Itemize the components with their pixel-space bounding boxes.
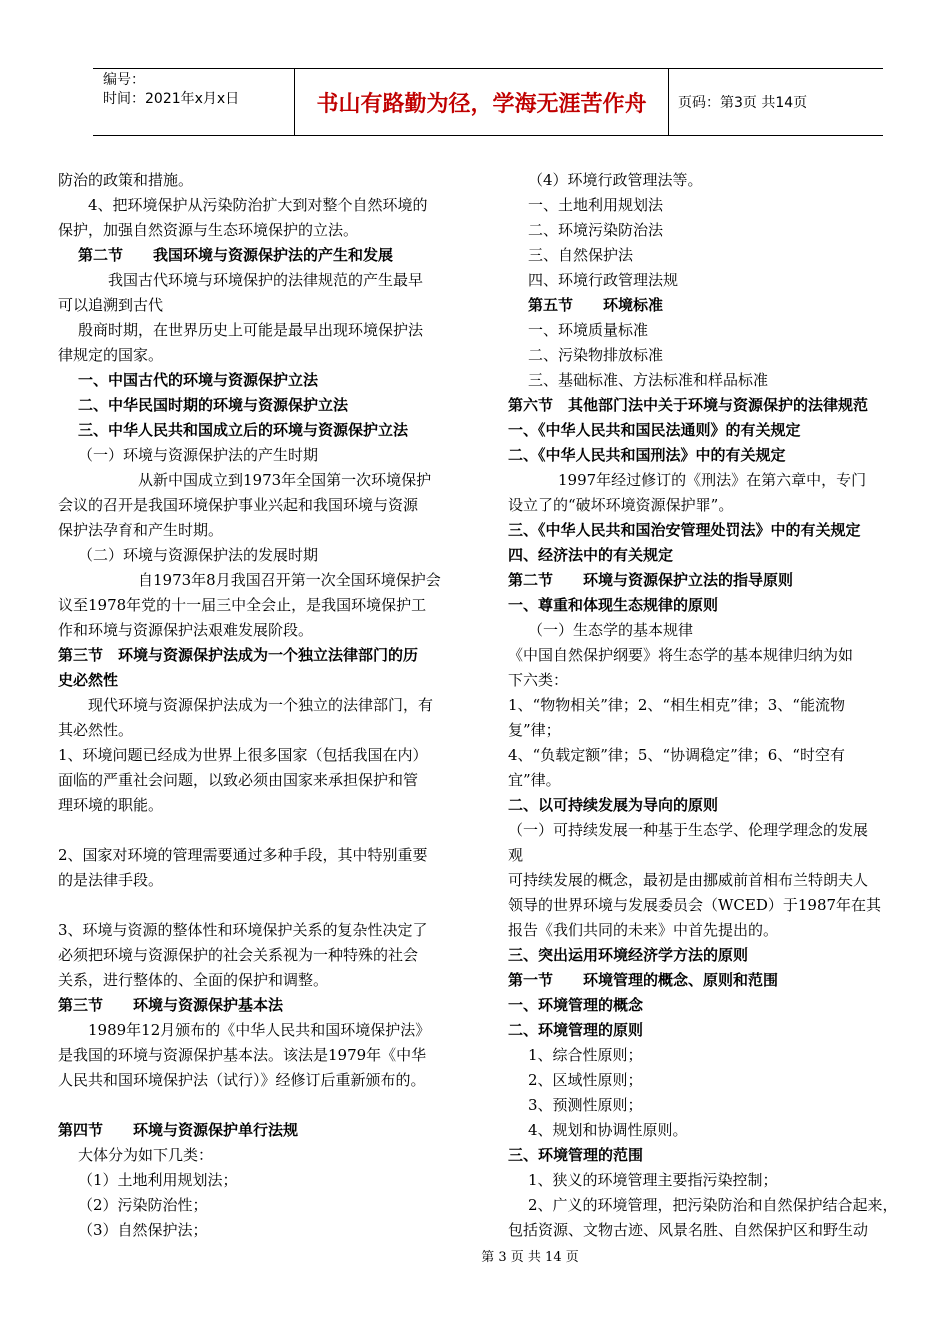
paragraph-line: 大体分为如下几类： xyxy=(78,1146,214,1164)
list-item: 1、狭义的环境管理主要指污染控制； xyxy=(528,1171,778,1189)
subsection-heading: 二、环境管理的原则 xyxy=(508,1021,644,1039)
list-item: （3）自然保护法； xyxy=(78,1221,208,1239)
paragraph-line: 下六类： xyxy=(508,671,569,689)
paragraph-line: 1989年12月颁布的《中华人民共和国环境保护法》 xyxy=(88,1021,431,1039)
subsection-heading: 二、中华民国时期的环境与资源保护立法 xyxy=(78,396,349,414)
item-heading: （二）环境与资源保护法的发展时期 xyxy=(78,546,319,564)
page-footer: 第 3 页 共 14 页 xyxy=(481,1250,579,1265)
paragraph-line: 律规定的国家。 xyxy=(58,346,164,364)
list-item: 3、预测性原则； xyxy=(528,1096,643,1114)
paragraph-line: 从新中国成立到1973年全国第一次环境保护 xyxy=(138,471,432,489)
paragraph-line: 现代环境与资源保护法成为一个独立的法律部门，有 xyxy=(88,696,434,714)
paragraph-line: 领导的世界环境与发展委员会（WCED）于1987年在其 xyxy=(508,896,882,914)
list-item: 二、污染物排放标准 xyxy=(528,346,664,364)
subsection-heading: 二、《中华人民共和国刑法》中的有关规定 xyxy=(508,446,786,464)
paragraph-line: 其必然性。 xyxy=(58,721,134,739)
paragraph-line: 是我国的环境与资源保护基本法。该法是1979年《中华 xyxy=(58,1046,427,1064)
section-heading: 第二节 我国环境与资源保护法的产生和发展 xyxy=(78,246,394,264)
subsection-heading: 四、经济法中的有关规定 xyxy=(508,546,674,564)
paragraph-line: 观 xyxy=(508,846,524,864)
paragraph-line: 作和环境与资源保护法艰难发展阶段。 xyxy=(58,621,314,639)
paragraph-line: 《中国自然保护纲要》将生态学的基本规律归纳为如 xyxy=(508,646,854,664)
section-heading: 第五节 环境标准 xyxy=(528,296,664,314)
subsection-heading: 二、以可持续发展为导向的原则 xyxy=(508,796,719,814)
list-item: （1）土地利用规划法； xyxy=(78,1171,238,1189)
number-label: 编号： xyxy=(103,72,145,88)
paragraph-line: 关系，进行整体的、全面的保护和调整。 xyxy=(58,971,329,989)
paragraph-line: 可持续发展的概念，最初是由挪威前首相布兰特朗夫人 xyxy=(508,871,869,889)
section-heading: 第四节 环境与资源保护单行法规 xyxy=(58,1121,299,1139)
paragraph-line: 面临的严重社会问题，以致必须由国家来承担保护和管 xyxy=(58,771,419,789)
paragraph-line: 的是法律手段。 xyxy=(58,871,164,889)
paragraph-line: 1997年经过修订的《刑法》在第六章中，专门 xyxy=(558,471,867,489)
paragraph-line: （一）可持续发展一种基于生态学、伦理学理念的发展 xyxy=(508,821,869,839)
list-item: 四、环境行政管理法规 xyxy=(528,271,679,289)
list-item: 二、环境污染防治法 xyxy=(528,221,664,239)
subsection-heading: 三、中华人民共和国成立后的环境与资源保护立法 xyxy=(78,421,409,439)
paragraph-line: 3、环境与资源的整体性和环境保护关系的复杂性决定了 xyxy=(58,921,428,939)
paragraph-line: 自1973年8月我国召开第一次全国环境保护会 xyxy=(138,571,441,589)
paragraph-line: 人民共和国环境保护法（试行）》经修订后重新颁布的。 xyxy=(58,1071,426,1089)
header-motto: 书山有路勤为径，学海无涯苦作舟 xyxy=(295,69,669,135)
paragraph-line: 我国古代环境与环境保护的法律规范的产生最早 xyxy=(108,271,424,289)
paragraph-line: 1、环境问题已经成为世界上很多国家（包括我国在内） xyxy=(58,746,428,764)
paragraph-line: 包括资源、文物古迹、风景名胜、自然保护区和野生动 xyxy=(508,1221,869,1239)
subsection-heading: 一、尊重和体现生态规律的原则 xyxy=(508,596,719,614)
section-heading: 第六节 其他部门法中关于环境与资源保护的法律规范 xyxy=(508,396,869,414)
paragraph-line: 保护，加强自然资源与生态环境保护的立法。 xyxy=(58,221,359,239)
list-item: 三、自然保护法 xyxy=(528,246,634,264)
list-item: （4）环境行政管理法等。 xyxy=(528,171,703,189)
header-meta xyxy=(93,69,295,135)
subsection-heading: 一、环境管理的概念 xyxy=(508,996,644,1014)
paragraph-line: 2、国家对环境的管理需要通过多种手段，其中特别重要 xyxy=(58,846,428,864)
section-heading: 第一节 环境管理的概念、原则和范围 xyxy=(508,971,779,989)
paragraph-line: 必须把环境与资源保护的社会关系视为一种特殊的社会 xyxy=(58,946,419,964)
section-heading: 第二节 环境与资源保护立法的指导原则 xyxy=(508,571,794,589)
subsection-heading: 三、环境管理的范围 xyxy=(508,1146,644,1164)
paragraph-line: 报告《我们共同的未来》中首先提出的。 xyxy=(508,921,779,939)
subsection-heading: 一、《中华人民共和国民法通则》的有关规定 xyxy=(508,421,801,439)
paragraph-line: 会议的召开是我国环境保护事业兴起和我国环境与资源 xyxy=(58,496,419,514)
paragraph-line: 议至1978年党的十一届三中全会止，是我国环境保护工 xyxy=(58,596,427,614)
list-item: 1、综合性原则； xyxy=(528,1046,643,1064)
list-item: 4、规划和协调性原则。 xyxy=(528,1121,688,1139)
list-item: 三、基础标准、方法标准和样品标准 xyxy=(528,371,769,389)
item-heading: （一）生态学的基本规律 xyxy=(528,621,694,639)
time-label: 时间：2021年x月x日 xyxy=(103,91,240,107)
page-header xyxy=(93,68,883,136)
paragraph-line: 宜”律。 xyxy=(508,771,561,789)
paragraph-line: 殷商时期，在世界历史上可能是最早出现环境保护法 xyxy=(78,321,424,339)
subsection-heading: 三、突出运用环境经济学方法的原则 xyxy=(508,946,749,964)
paragraph-line: 理环境的职能。 xyxy=(58,796,164,814)
paragraph-line: 4、把环境保护从污染防治扩大到对整个自然环境的 xyxy=(88,196,428,214)
paragraph-line: 保护法孕育和产生时期。 xyxy=(58,521,224,539)
section-heading: 第三节 环境与资源保护基本法 xyxy=(58,996,284,1014)
paragraph-line: 4、“负载定额”律；5、“协调稳定”律；6、“时空有 xyxy=(508,746,845,764)
paragraph-line: 设立了的“破坏环境资源保护罪”。 xyxy=(508,496,734,514)
header-page-number: 页码：第3页 共14页 xyxy=(678,95,808,111)
paragraph-line: 1、“物物相关”律；2、“相生相克”律；3、“能流物 xyxy=(508,696,845,714)
list-item: 2、广义的环境管理，把污染防治和自然保护结合起来， xyxy=(528,1196,898,1214)
paragraph-line: 可以追溯到古代 xyxy=(58,296,164,314)
list-item: （2）污染防治性； xyxy=(78,1196,208,1214)
list-item: 一、土地利用规划法 xyxy=(528,196,664,214)
section-heading: 第三节 环境与资源保护法成为一个独立法律部门的历 xyxy=(58,646,419,664)
right-column xyxy=(508,168,923,1243)
subsection-heading: 一、中国古代的环境与资源保护立法 xyxy=(78,371,319,389)
item-heading: （一）环境与资源保护法的产生时期 xyxy=(78,446,319,464)
paragraph-line: 防治的政策和措施。 xyxy=(58,171,194,189)
section-heading: 史必然性 xyxy=(58,671,119,689)
list-item: 2、区域性原则； xyxy=(528,1071,643,1089)
list-item: 一、环境质量标准 xyxy=(528,321,649,339)
subsection-heading: 三、《中华人民共和国治安管理处罚法》中的有关规定 xyxy=(508,521,861,539)
paragraph-line: 复”律； xyxy=(508,721,561,739)
left-column xyxy=(58,168,483,1243)
